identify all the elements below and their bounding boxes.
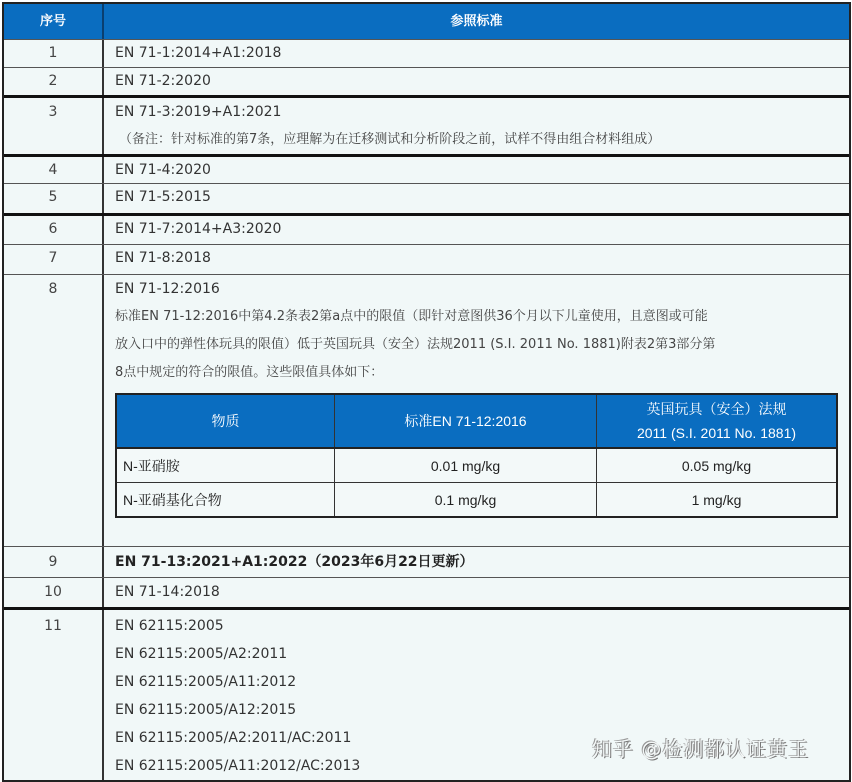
limits-table-row — [116, 483, 837, 518]
standards-table — [2, 2, 851, 782]
row-index: 3 — [4, 98, 104, 154]
row-standard: EN 62115:2005/A2:2011 — [115, 646, 288, 662]
row-standard: EN 71-5:2015 — [115, 189, 211, 205]
limits-table-header — [116, 394, 837, 448]
table-row — [4, 67, 849, 95]
row-standard: EN 71-13:2021+A1:2022（2023年6月22日更新） — [115, 554, 474, 570]
limits-header-uk-line1: 英国玩具（安全）法规 — [646, 401, 787, 417]
limits-header-en71-12: 标准EN 71-12:2016 — [335, 394, 597, 448]
row-note: （备注：针对标准的第7条，应理解为在迁移测试和分析阶段之前，试样不得由组合材料组成） — [119, 132, 661, 147]
table-header-row — [4, 4, 849, 39]
limits-substance: N-亚硝基化合物 — [116, 483, 335, 518]
row-standard: EN 71-1:2014+A1:2018 — [115, 45, 282, 61]
header-standard: 参照标准 — [450, 14, 503, 29]
limits-table-row — [116, 448, 837, 483]
row-standard: EN 62115:2005/A2:2011/AC:2011 — [115, 730, 352, 746]
table-row — [4, 183, 849, 213]
header-index: 序号 — [4, 4, 104, 39]
row-index: 9 — [4, 547, 104, 577]
table-row — [4, 213, 849, 244]
table-row — [4, 39, 849, 67]
limits-table — [115, 393, 838, 518]
limits-uk-value: 1 mg/kg — [597, 483, 838, 518]
table-row — [4, 244, 849, 274]
row-standard: EN 62115:2005/A11:2012 — [115, 674, 297, 690]
row-index: 11 — [4, 610, 104, 780]
row-index: 1 — [4, 40, 104, 67]
row-standard: EN 71-4:2020 — [115, 162, 211, 178]
row-standard: EN 62115:2005 — [115, 618, 224, 634]
table-row — [4, 95, 849, 154]
row-standard: EN 71-8:2018 — [115, 250, 211, 266]
row-index: 4 — [4, 157, 104, 183]
row-paragraph-line: 8点中规定的符合的限值。这些限值具体如下： — [115, 365, 384, 380]
row-paragraph-line: 标准EN 71-12:2016中第4.2条表2第a点中的限值（即针对意图供36个月以下儿童使用，且意图或可能 — [115, 309, 708, 324]
row-standard-cell — [104, 275, 849, 546]
row-standard: EN 71-2:2020 — [115, 73, 211, 89]
limits-en71-12-value: 0.1 mg/kg — [335, 483, 597, 518]
row-index: 2 — [4, 68, 104, 95]
row-index: 6 — [4, 216, 104, 244]
row-standard: EN 71-14:2018 — [115, 584, 220, 600]
table-row — [4, 546, 849, 577]
row-index: 8 — [4, 275, 104, 546]
table-row — [4, 577, 849, 607]
table-row — [4, 274, 849, 546]
row-standard: EN 62115:2005/A11:2012/AC:2013 — [115, 758, 361, 774]
row-standard: EN 62115:2005/A12:2015 — [115, 702, 297, 718]
limits-header-substance: 物质 — [116, 394, 335, 448]
row-index: 7 — [4, 245, 104, 274]
row-standard: EN 71-12:2016 — [115, 281, 220, 297]
row-standard: EN 71-3:2019+A1:2021 — [115, 104, 282, 120]
row-standard: EN 71-7:2014+A3:2020 — [115, 221, 282, 237]
limits-substance: N-亚硝胺 — [116, 448, 335, 483]
watermark: 知乎 @检测都认证黄玉 — [592, 737, 810, 761]
limits-header-uk-line2: 2011 (S.I. 2011 No. 1881) — [636, 425, 797, 441]
limits-en71-12-value: 0.01 mg/kg — [335, 448, 597, 483]
limits-header-uk-regulation — [597, 394, 838, 448]
row-standard-cell — [104, 98, 849, 154]
row-paragraph-line: 放入口中的弹性体玩具的限值）低于英国玩具（安全）法规2011 (S.I. 2011 No. 1881)附表2第3部分第 — [115, 337, 716, 352]
row-index: 5 — [4, 184, 104, 213]
limits-uk-value: 0.05 mg/kg — [597, 448, 838, 483]
table-row — [4, 154, 849, 183]
row-index: 10 — [4, 578, 104, 607]
